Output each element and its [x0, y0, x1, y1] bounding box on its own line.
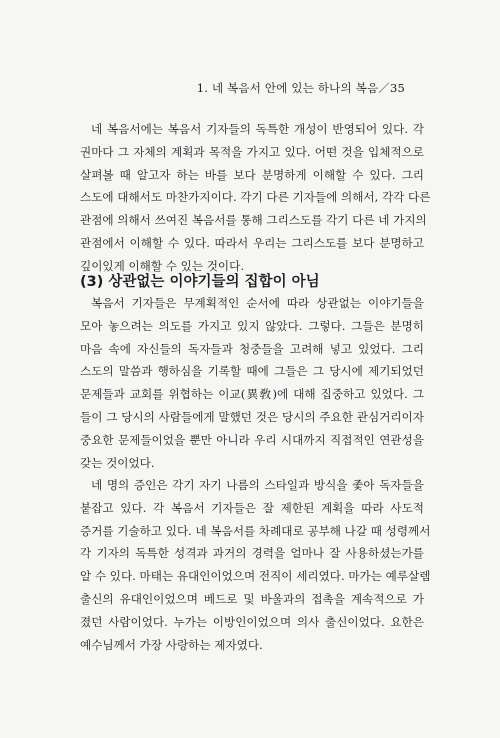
paragraph-line: 네 명의 증인은 각기 자기 나름의 스타일과 방식을 좇아 독자들을	[91, 478, 424, 492]
paragraph-3	[80, 474, 431, 656]
paragraph-line: 살펴볼 때 알고자 하는 바를 보다 분명하게 이해할 수 있다. 그리	[80, 167, 424, 182]
paragraph-line: 모아 놓으려는 의도를 가지고 있지 않았다. 그렇다. 그들은 분명히	[80, 318, 424, 333]
paragraph-line: 복음서 기자들은 무계획적인 순서에 따라 상관없는 이야기들을	[91, 296, 424, 310]
paragraph-line: 알 수 있다. 마태는 유대인이었으며 전직이 세리였다. 마가는 예루살렘	[80, 569, 431, 584]
paragraph-line: 스도의 말씀과 행하심을 기록할 때에 그들은 그 당시에 제기되었던	[80, 364, 424, 379]
paragraph-line: 중요한 문제들이었을 뿐만 아니라 우리 시대까지 직접적인 연관성을	[80, 432, 424, 447]
paragraph-line: 출신의 유대인이었으며 베드로 및 바울과의 접촉을 계속적으로 가	[80, 591, 424, 606]
paragraph-line: 권마다 그 자체의 계획과 목적을 가지고 있다. 어떤 것을 입체적으로	[80, 144, 424, 159]
paragraph-line: 갖는 것이었다.	[80, 455, 155, 470]
paragraph-line: 문제들과 교회를 위협하는 이교(異敎)에 대해 집중하고 있었다. 그	[80, 387, 424, 402]
section-heading: (3) 상관없는 이야기들의 집합이 아님	[80, 274, 320, 290]
paragraph-line: 관점에 의해서 쓰여진 복음서를 통해 그리스도를 각기 다른 네 가지의	[80, 213, 427, 228]
paragraph-line: 관점에서 이해할 수 있다. 따라서 우리는 그리스도를 보다 분명하고	[80, 235, 424, 250]
running-header: 1. 네 복음서 안에 있는 하나의 복음／35	[196, 81, 405, 95]
paragraph-line: 마음 속에 자신들의 독자들과 청중들을 고려해 넣고 있었다. 그리	[80, 341, 424, 356]
paragraph-line: 예수님께서 가장 사랑하는 제자였다.	[80, 637, 263, 652]
paragraph-line: 졌던 사람이었다. 누가는 이방인이었으며 의사 출신이었다. 요한은	[80, 614, 424, 629]
paragraph-1	[80, 118, 431, 278]
paragraph-line: 깊이있게 이해할 수 있는 것이다.	[80, 258, 245, 273]
paragraph-line: 증거를 기술하고 있다. 네 복음서를 차례대로 공부해 나갈 때 성령께서	[80, 523, 431, 538]
paragraph-line: 네 복음서에는 복음서 기자들의 독특한 개성이 반영되어 있다. 각	[91, 122, 424, 136]
paragraph-line: 들이 그 당시의 사람들에게 말했던 것은 당시의 주요한 관심거리이자	[80, 409, 424, 424]
paragraph-line: 각 기자의 독특한 성격과 과거의 경력을 얼마나 잘 사용하셨는가를	[80, 546, 424, 561]
paragraph-2	[80, 292, 424, 474]
paragraph-line: 스도에 대해서도 마찬가지이다. 각기 다른 기자들에 의해서, 각각 다른	[80, 190, 431, 205]
paragraph-line: 붙잡고 있다. 각 복음서 기자들은 잘 제한된 계획을 따라 사도적	[80, 500, 424, 515]
